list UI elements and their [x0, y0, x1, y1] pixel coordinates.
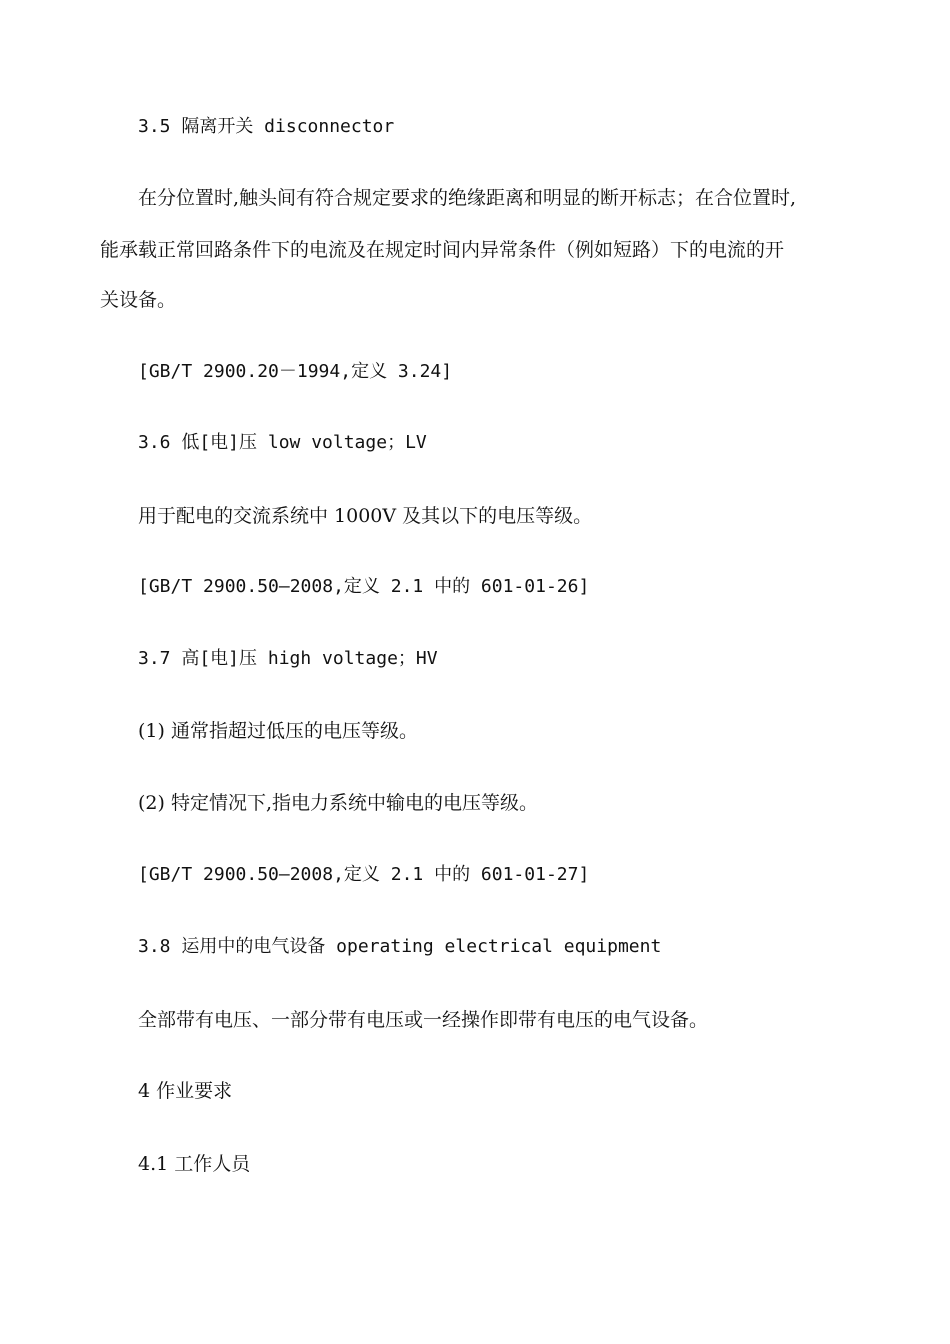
paragraph-3-5-line-3: 关设备。	[100, 289, 177, 311]
section-heading-3-8: 3.8 运用中的电气设备 operating electrical equipment	[138, 936, 662, 957]
paragraph-3-7-item-1: (1) 通常指超过低压的电压等级。	[138, 720, 418, 742]
paragraph-3-5-line-2: 能承载正常回路条件下的电流及在规定时间内异常条件（例如短路）下的电流的开	[100, 239, 785, 261]
paragraph-3-6: 用于配电的交流系统中 1000V 及其以下的电压等级。	[138, 505, 593, 527]
paragraph-3-5-line-1: 在分位置时,触头间有符合规定要求的绝缘距离和明显的断开标志；在合位置时,	[138, 187, 797, 209]
section-heading-3-7: 3.7 高[电]压 high voltage；HV	[138, 648, 438, 669]
paragraph-3-8: 全部带有电压、一部分带有电压或一经操作即带有电压的电气设备。	[138, 1009, 709, 1031]
section-heading-3-5: 3.5 隔离开关 disconnector	[138, 116, 395, 137]
reference-3-5: [GB/T 2900.20－1994,定义 3.24]	[138, 361, 453, 382]
reference-3-6: [GB/T 2900.50—2008,定义 2.1 中的 601-01-26]	[138, 576, 590, 597]
section-heading-4-1: 4.1 工作人员	[138, 1153, 251, 1175]
section-heading-3-6: 3.6 低[电]压 low voltage；LV	[138, 432, 427, 453]
reference-3-7: [GB/T 2900.50—2008,定义 2.1 中的 601-01-27]	[138, 864, 590, 885]
paragraph-3-7-item-2: (2) 特定情况下,指电力系统中输电的电压等级。	[138, 792, 538, 814]
section-heading-4: 4 作业要求	[138, 1080, 233, 1102]
